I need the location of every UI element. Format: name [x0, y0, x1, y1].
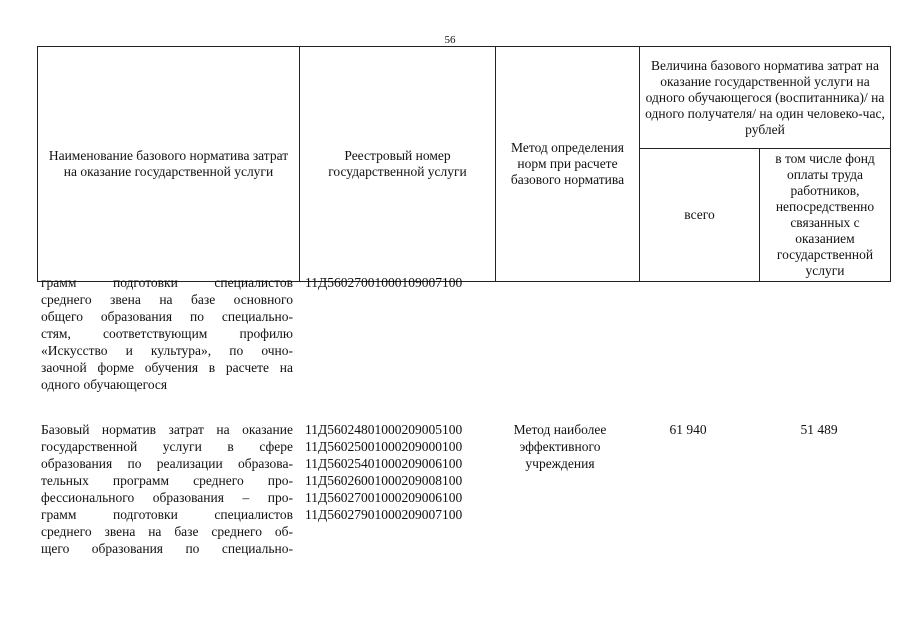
- norms-table: [37, 46, 891, 282]
- norm-name-line: тельных программ среднего про-: [41, 473, 293, 488]
- norm-name-line: грамм подготовки специалистов: [41, 275, 293, 290]
- norm-name-line: «Искусство и культура», по очно-: [41, 343, 293, 358]
- registry-number: 11Д56024801000209005100: [305, 422, 463, 437]
- registry-number: 11Д56027901000209007100: [305, 507, 463, 522]
- header-wage-fund: в том числе фонд оплаты труда работников, непосредственно связанных с оказанием государственной услуги: [760, 149, 891, 282]
- wage-fund-cell: 51 489: [800, 422, 838, 437]
- total-value-cell: 61 940: [669, 422, 707, 437]
- norm-name-line: заочной форме обучения в расчете на: [41, 360, 293, 375]
- registry-number: 11Д56025401000209006100: [305, 456, 463, 471]
- header-registry-number: Реестровый номер государственной услуги: [300, 47, 496, 282]
- norm-name-line: государственной услуги в сфере: [41, 439, 293, 454]
- norm-name-line: среднего звена на базе среднего об-: [41, 524, 293, 539]
- norm-name-line: образования по реализации образова-: [41, 456, 293, 471]
- registry-number: 11Д56025001000209000100: [305, 439, 463, 454]
- method-cell: Метод наиболее эффективного учреждения: [513, 422, 607, 471]
- norm-name-line: грамм подготовки специалистов: [41, 507, 293, 522]
- table-header: [38, 47, 891, 282]
- norm-name-line: фессионального образования – про-: [41, 490, 293, 505]
- norm-name-line: среднего звена на базе основного: [41, 292, 293, 307]
- header-method: Метод определения норм при расчете базового норматива: [496, 47, 640, 282]
- norm-name-cell: [41, 274, 293, 393]
- norm-name-line: Базовый норматив затрат на оказание: [41, 422, 293, 437]
- registry-number: 11Д56026001000209008100: [305, 473, 463, 488]
- registry-number: 11Д56027001000209006100: [305, 490, 463, 505]
- registry-number-cell: [305, 421, 490, 523]
- page-number: 56: [444, 34, 456, 46]
- norm-name-line: общего образования по специально-: [41, 309, 293, 324]
- header-total: всего: [640, 149, 760, 282]
- norm-name-line: щего образования по специально-: [41, 541, 293, 556]
- registry-number-cell: [305, 274, 490, 291]
- norm-name-cell: [41, 421, 293, 557]
- registry-number: 11Д56027001000109007100: [305, 275, 463, 290]
- header-name: Наименование базового норматива затрат на оказание государственной услуги: [38, 47, 300, 282]
- norm-name-line: одного обучающегося: [41, 377, 168, 392]
- header-norm-value: Величина базового норматива затрат на оказание государственной услуги на одного обучающегося (воспитанника)/ на одного получателя/ на один человеко-час, рублей: [640, 47, 891, 149]
- norm-name-line: стям, соответствующим профилю: [41, 326, 293, 341]
